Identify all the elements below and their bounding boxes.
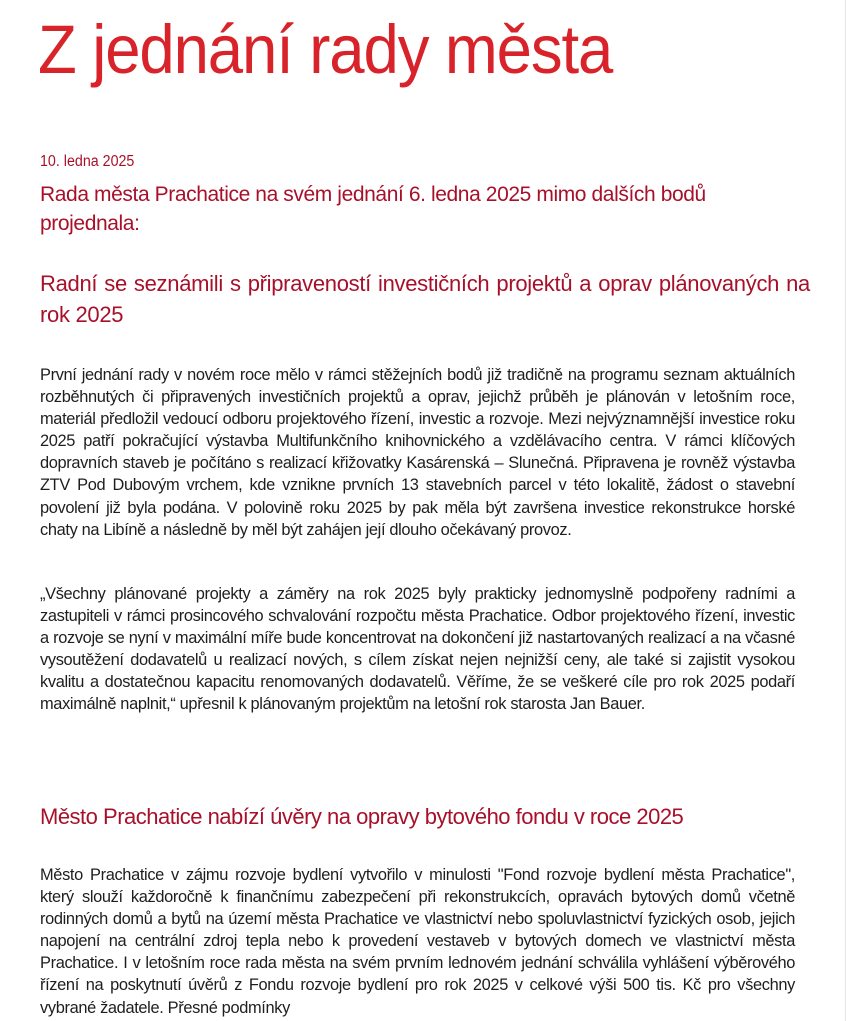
paragraph-investments: První jednání rady v novém roce mělo v rámci stěžejních bodů již tradičně na programu seznam aktuálních rozběhnutých či připravených investičních projektů a oprav, jejichž průběh je plánován v letošním roce, materiál předložil vedoucí odboru projektového řízení, investic a rozvoje. Mezi nejvýznamnější investice roku 2025 patří pokračující výstavba Multifunkčního knihovnického a vzdělávacího centra. V rámci klíčových dopravních staveb je počítáno s realizací křižovatky Kasárenská – Slunečná. Připravena je rovněž výstavba ZTV Pod Dubovým vrchem, kde vznikne prvních 13 stavebních parcel v této lokalitě, žádost o stavební povolení již byla podána. V polovině roku 2025 by pak měla být završena investice rekonstrukce horské chaty na Libíně a následně by měl být zahájen její dlouho očekávaný provoz. [40, 366, 795, 539]
paragraph-housing-fund: Město Prachatice v zájmu rozvoje bydlení vytvořilo v minulosti "Fond rozvoje bydlení města Prachatice", který slouží každoročně k finančnímu zabezpečení při rekonstrukcích, opravách bytových domů včetně rodinných domů a bytů na území města Prachatice ve vlastnictví nebo spoluvlastnictví fyzických osob, jejich napojení na centrální zdroj tepla nebo k provedení vestaveb v bytových domech ve vlastnictví města Prachatice. I v letošním roce rada města na svém prvním lednovém jednání schválila vyhlášení výběrového řízení na poskytnutí úvěrů z Fondu rozvoje bydlení pro rok 2025 v celkové výši 500 tis. Kč pro všechny vybrané žadatele. Přesné podmínky [40, 866, 795, 1017]
section-heading-housing-loans: Město Prachatice nabízí úvěry na opravy bytového fondu v roce 2025 [40, 804, 684, 829]
intro-text: Rada města Prachatice na svém jednání 6. ledna 2025 mimo dalších bodů projednala: [40, 183, 706, 235]
section-heading-investments: Radní se seznámili s připraveností investičních projektů a oprav plánovaných na rok 2025 [40, 271, 810, 327]
publication-date: 10. ledna 2025 [40, 153, 135, 170]
paragraph-mayor-quote: „Všechny plánované projekty a záměry na rok 2025 byly prakticky jednomyslně podpořeny radními a zastupiteli v rámci prosincového schvalování rozpočtu města Prachatice. Odbor projektového řízení, investic a rozvoje se nyní v maximální míře bude koncentrovat na dokončení již nastartovaných realizací a na včasné vysoutěžení dodavatelů u realizací nových, s cílem získat nejen nejnižší ceny, ale také si zajistit vysokou kvalitu a dostatečnou kapacitu renomovaných dodavatelů. Věříme, že se veškeré cíle pro rok 2025 podaří maximálně naplnit,“ upřesnil k plánovaným projektům na letošní rok starosta Jan Bauer. [40, 585, 795, 714]
page-title: Z jednání rady města [38, 11, 613, 88]
